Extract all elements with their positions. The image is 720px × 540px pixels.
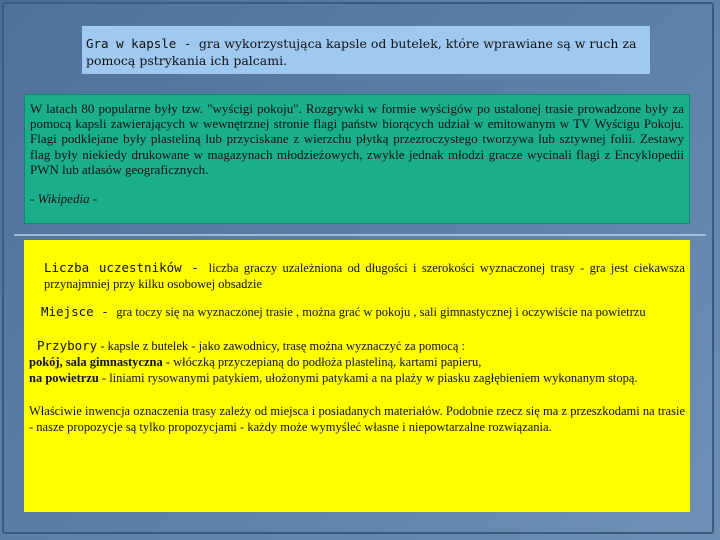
- tools-heading: Przybory: [37, 338, 98, 353]
- players-text: liczba graczy uzależniona od długości i szerokości wyznaczonej trasy - gra jest ciekawsza przynajmniej przy kilku osobowej obsadzie: [44, 261, 685, 291]
- closing-paragraph: Właściwie inwencja oznaczenia trasy zależy od miejsca i posiadanych materiałów. Podobnie rzecz się ma z przeszkodami na trasie - nasze propozycje są tylko propozycjami - każdy może wymyśleć własne i niepowtarzalne rozwiązania.: [29, 404, 685, 434]
- tools-room-text: - włóczką przyczepianą do podłoża plasteliną, kartami papieru,: [162, 355, 482, 369]
- rules-box: [24, 240, 690, 512]
- history-box: [24, 94, 690, 224]
- place-heading: Miejsce: [41, 304, 94, 319]
- tools-paragraph: [29, 338, 685, 354]
- players-dash: -: [181, 260, 209, 275]
- place-paragraph: [29, 304, 685, 320]
- place-dash: -: [93, 304, 117, 319]
- tools-text: - kapsle z butelek - jako zawodnicy, trasę można wyznaczyć za pomocą :: [97, 339, 465, 353]
- definition-box: [82, 26, 650, 74]
- tools-room-line: [29, 354, 685, 370]
- tools-outdoor-text: - liniami rysowanymi patykiem, ułożonymi patykami a na plaży w piasku zagłębieniem wykonanym stopą.: [98, 371, 638, 385]
- tools-room-heading: pokój, sala gimnastyczna: [29, 355, 163, 369]
- term-label: Gra w kapsle: [86, 36, 177, 51]
- tools-outdoor-line: [29, 370, 685, 386]
- divider-line: [14, 234, 706, 236]
- tools-outdoor-heading: na powietrzu: [29, 371, 99, 385]
- players-paragraph: [29, 260, 685, 292]
- place-text: gra toczy się na wyznaczonej trasie , można grać w pokoju , sali gimnastycznej i oczywiście na powietrzu: [116, 305, 646, 319]
- history-text: W latach 80 popularne były tzw. "wyścigi pokoju". Rozgrywki w formie wyścigów po ustalonej trasie prowadzone były za pomocą kapsli zawierających w wewnętrznej stronie flagi państw biorących udział w emitowanym w TV Wyścigu Pokoju. Flagi podklejane były plasteliną lub przyciskane z wierzchu płytką przezroczystego tworzywa lub sztywnej folii. Zestawy flag były niekiedy drukowane w magazynach młodzieżowych, zwykle jednak młodzi gracze wycinali flagi z Encyklopedii PWN lub atlasów geograficznych.: [30, 101, 684, 177]
- term-definition: gra wykorzystująca kapsle od butelek, które wprawiane są w ruch za pomocą pstrykania ich palcami.: [86, 36, 637, 68]
- term-dash: -: [176, 36, 199, 51]
- players-heading: Liczba uczestników: [44, 260, 182, 275]
- source-label: - Wikipedia -: [30, 191, 98, 207]
